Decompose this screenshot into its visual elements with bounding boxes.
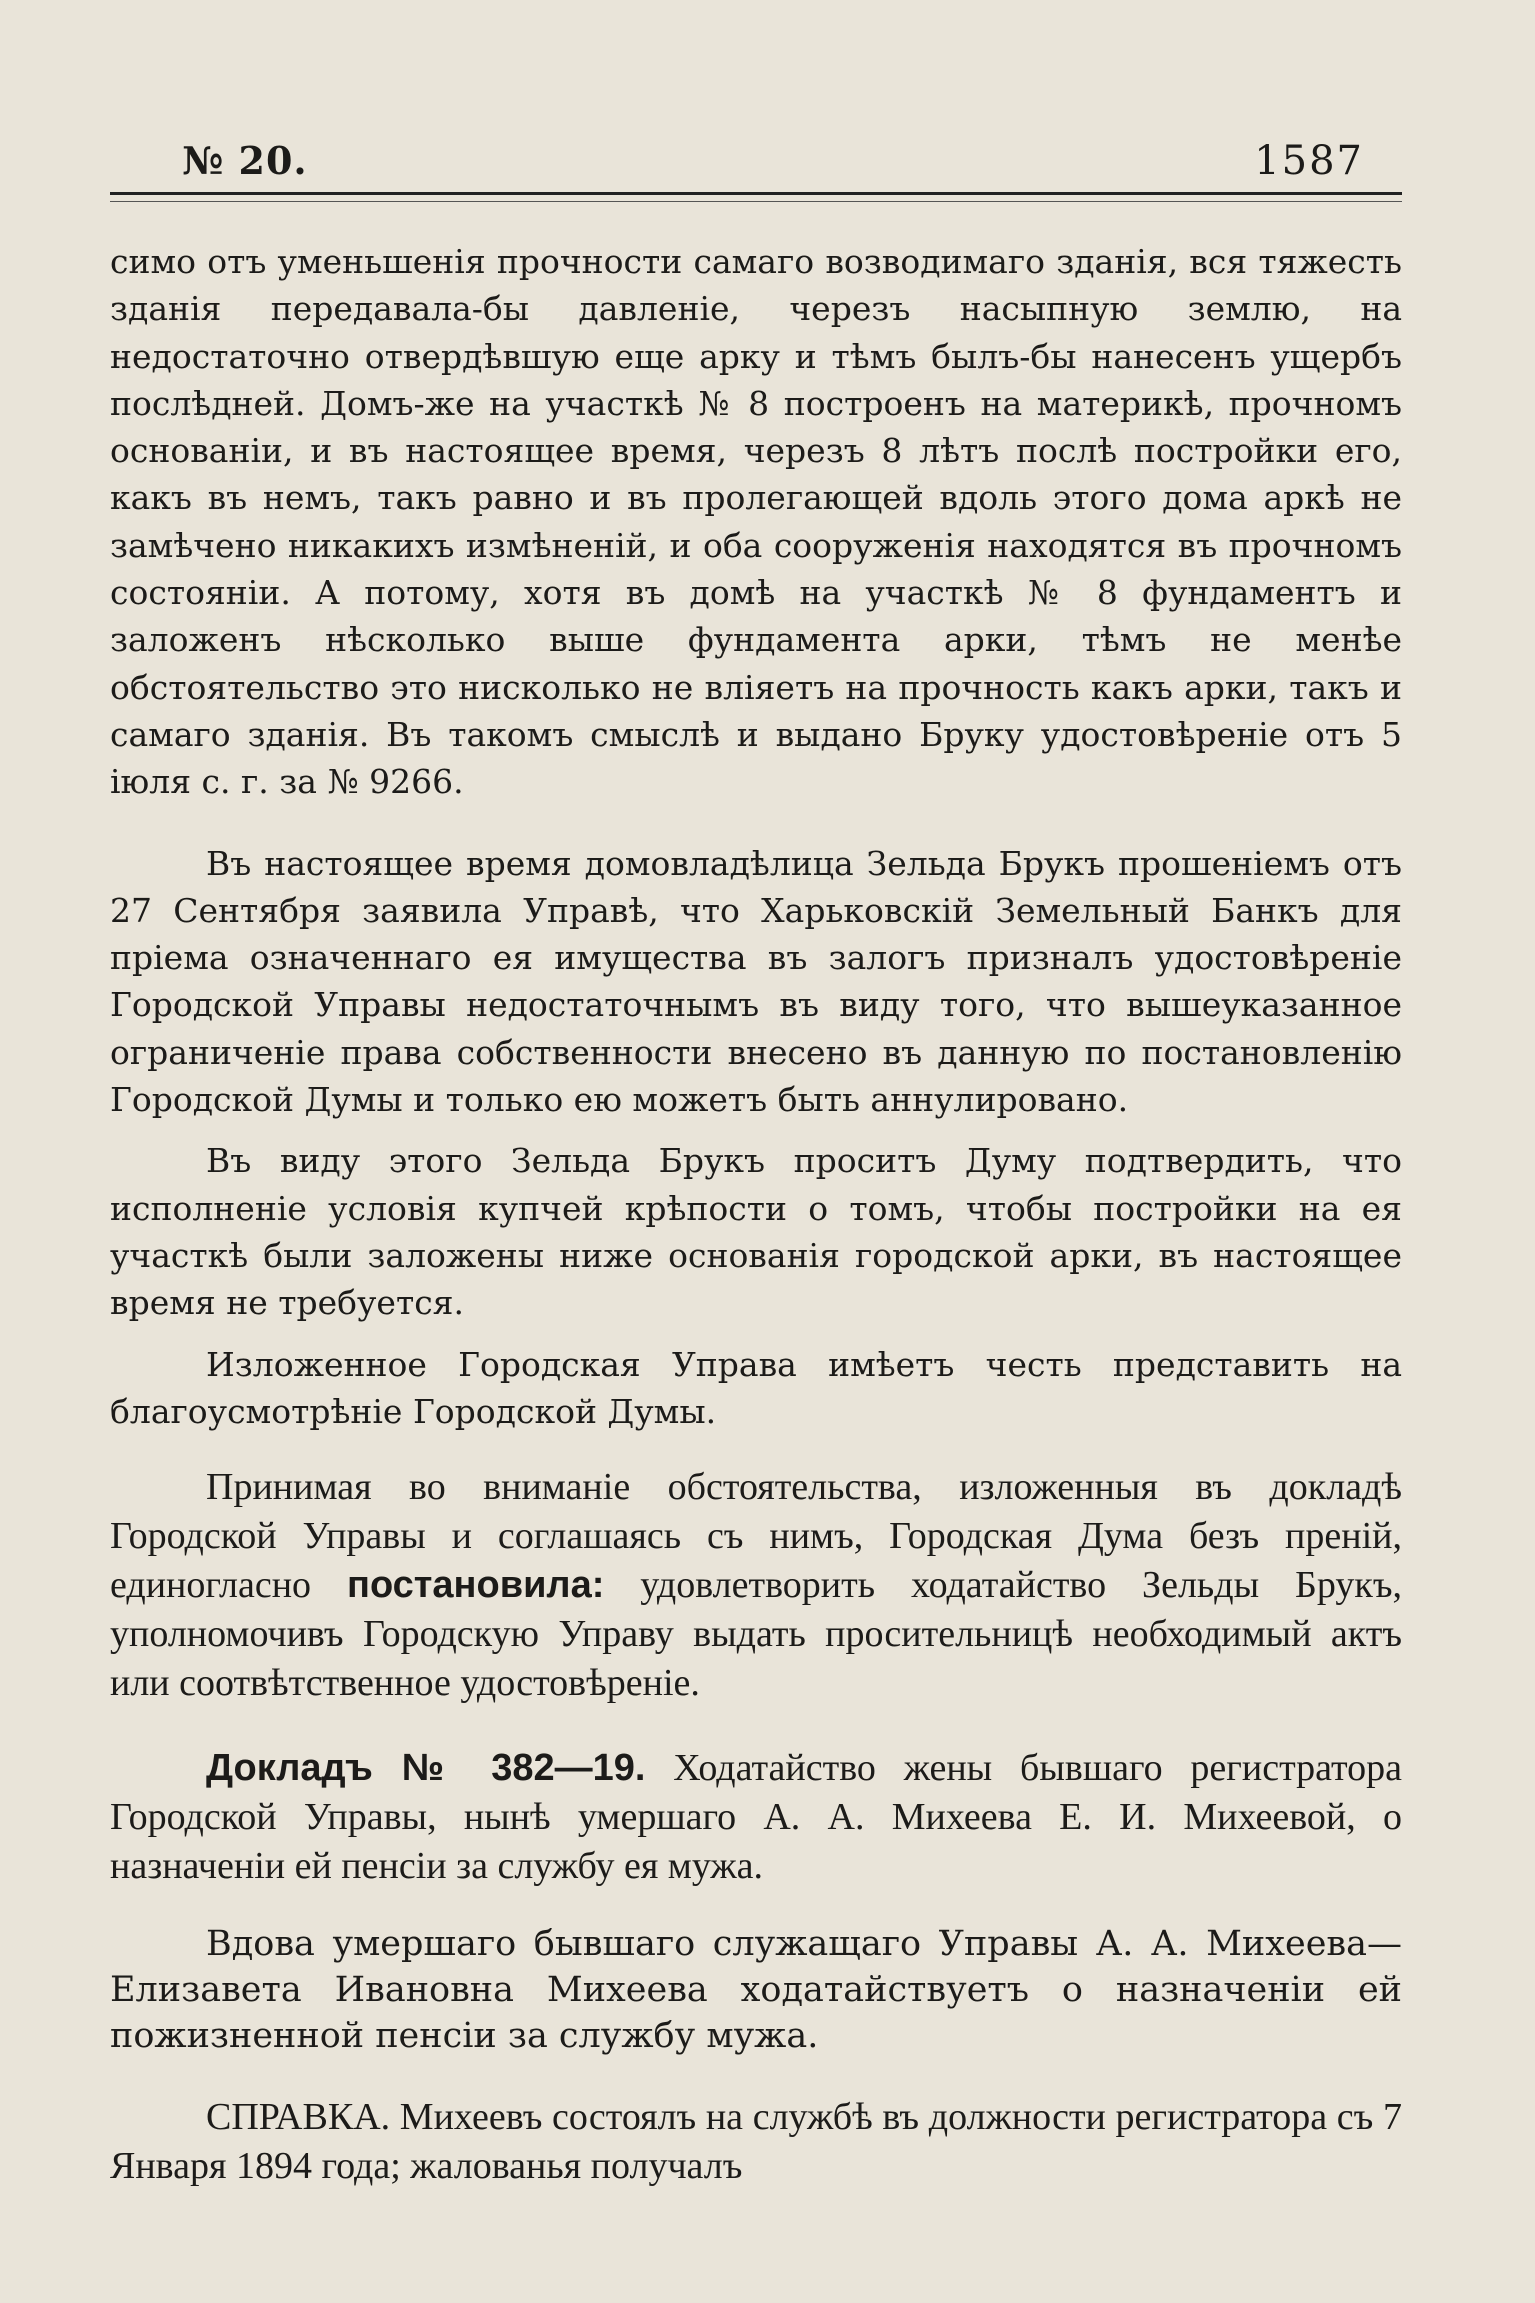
paragraph-reference: СПРАВКА. Михеевъ состоялъ на службѣ въ должности регистратора съ 7 Января 1894 года; жалованья получалъ [110, 2096, 1402, 2188]
resolution-text-after: удовлетворить ходатайство Зельды Брукъ, уполномочивъ Городскую Управу выдать просительницѣ необходимый актъ или соотвѣтственное удостовѣреніе. [110, 1564, 1402, 1705]
paragraph-resolution [110, 1463, 1402, 1708]
report-title: Ходатайство жены бывшаго регистратора Городской Управы, нынѣ умершаго А. А. Михеева Е. И. Михеевой, о назначеніи ей пенсіи за службу ея мужа. [110, 1747, 1402, 1888]
paragraph-continuation: симо отъ уменьшенія прочности самаго возводимаго зданія, вся тяжесть зданія передавала-бы давленіе, черезъ насыпную землю, на недостаточно отвердѣвшую еще арку и тѣмъ былъ-бы нанесенъ ущербъ послѣдней. Домъ-же на участкѣ № 8 построенъ на материкѣ, прочномъ основаніи, и въ настоящее время, черезъ 8 лѣтъ послѣ постройки его, какъ въ немъ, такъ равно и въ пролегающей вдоль этого дома аркѣ не замѣчено никакихъ измѣненій, и оба сооруженія находятся въ прочномъ состояніи. А потому, хотя въ домѣ на участкѣ № 8 фундаментъ и заложенъ нѣсколько выше фундамента арки, тѣмъ не менѣе обстоятельство это нисколько не вліяетъ на прочность какъ арки, такъ и самаго зданія. Въ такомъ смыслѣ и выдано Бруку удостовѣреніе отъ 5 іюля с. г. за № 9266. [110, 242, 1402, 802]
paragraph-petition: Въ настоящее время домовладѣлица Зельда Брукъ прошеніемъ отъ 27 Сентября заявила Управѣ, что Харьковскій Земельный Банкъ для пріема означеннаго ея имущества въ залогъ призналъ удостовѣреніе Городской Управы недостаточнымъ въ виду того, что вышеуказанное ограниченіе права собственности внесено въ данную по постановленію Городской Думы и только ею можетъ быть аннулировано. [110, 843, 1402, 1120]
resolution-text-before: Принимая во вниманіе обстоятельства, изложенныя въ докладѣ Городской Управы и соглашаясь съ нимъ, Городская Дума безъ преній, единогласно [110, 1466, 1402, 1607]
paragraph-report-heading [110, 1744, 1402, 1891]
page-number: 1587 [1254, 138, 1364, 184]
resolution-keyword: постановила: [347, 1564, 605, 1607]
header-rule [110, 192, 1402, 202]
paragraph-request: Въ виду этого Зельда Брукъ проситъ Думу подтвердить, что исполненіе условія купчей крѣпости о томъ, чтобы постройки на ея участкѣ были заложены ниже основанія городской арки, въ настоящее время не требуется. [110, 1141, 1402, 1323]
page-body [110, 238, 1402, 2191]
paragraph-submission: Изложенное Городская Управа имѣетъ честь представить на благоусмотрѣніе Городской Думы. [110, 1344, 1402, 1431]
report-number: Докладъ № 382—19. [206, 1747, 646, 1790]
paragraph-widow-request: Вдова умершаго бывшаго служащаго Управы А. А. Михеева—Елизавета Ивановна Михеева ходатайствуетъ о назначеніи ей пожизненной пенсіи за службу мужа. [110, 1924, 1402, 2057]
issue-number: № 20. [182, 138, 308, 183]
page-header [110, 138, 1402, 190]
